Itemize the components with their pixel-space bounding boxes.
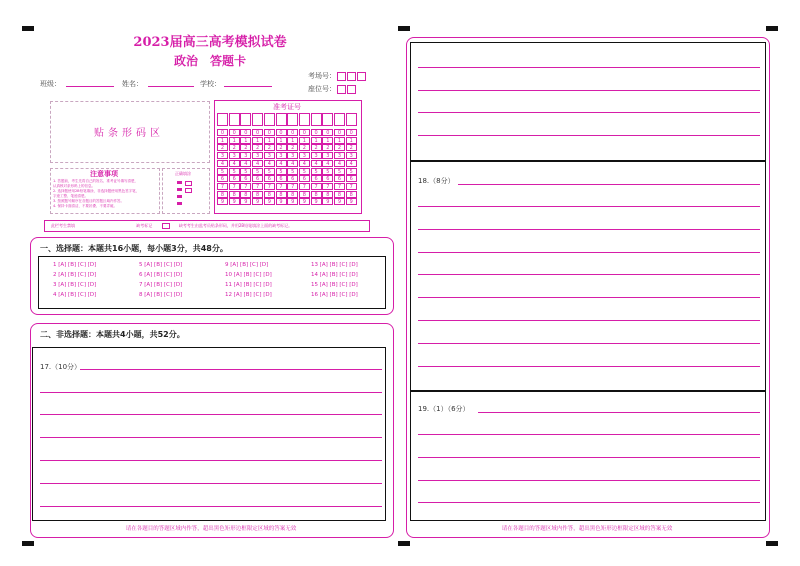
exam-number-digit[interactable]: 4 (334, 160, 345, 167)
exam-number-digit[interactable]: 5 (311, 168, 322, 175)
exam-number-digit[interactable]: 7 (229, 183, 240, 190)
section2-title: 二、非选择题：本题共4小题，共52分。 (40, 330, 185, 339)
exam-number-digit[interactable]: 3 (311, 152, 322, 159)
answer-line (418, 112, 760, 113)
exam-number-digit[interactable]: 0 (276, 129, 287, 136)
mc-question[interactable]: 6 [A] [B] [C] [D] (139, 272, 183, 278)
answer-line (40, 483, 382, 484)
sample-filled-mark (177, 202, 182, 205)
mc-question[interactable]: 7 [A] [B] [C] [D] (139, 282, 183, 288)
notice-line: 字迹工整、笔迹清楚。 (53, 194, 88, 198)
mc-question[interactable]: 1 [A] [B] [C] [D] (53, 262, 97, 268)
exam-number-digit[interactable]: 4 (264, 160, 275, 167)
exam-number-digit[interactable]: 6 (346, 175, 357, 182)
exam-number-digit[interactable]: 4 (240, 160, 251, 167)
exam-number-digit[interactable]: 6 (229, 175, 240, 182)
exam-number-digit[interactable]: 5 (264, 168, 275, 175)
school-field[interactable] (224, 86, 272, 87)
exam-number-digit[interactable]: 5 (217, 168, 228, 175)
exam-number-digit[interactable]: 2 (346, 144, 357, 151)
exam-number-digit[interactable]: 8 (311, 191, 322, 198)
exam-number-digit[interactable]: 3 (240, 152, 251, 159)
registration-mark (22, 541, 34, 546)
exam-number-digit[interactable]: 8 (229, 191, 240, 198)
exam-number-write-cell[interactable] (299, 113, 310, 126)
exam-number-digit[interactable]: 3 (217, 152, 228, 159)
answer-line (418, 90, 760, 91)
exam-number-digit[interactable]: 9 (287, 198, 298, 205)
exam-number-digit[interactable]: 0 (240, 129, 251, 136)
exam-number-digit[interactable]: 1 (276, 137, 287, 144)
exam-number-digit[interactable]: 2 (276, 144, 287, 151)
class-field[interactable] (66, 86, 114, 87)
exam-number-write-cell[interactable] (311, 113, 322, 126)
exam-number-digit[interactable]: 0 (229, 129, 240, 136)
sample-title: 正确填涂 (175, 171, 191, 176)
absent-mark-box[interactable] (162, 223, 170, 229)
sample-filled-mark (177, 188, 182, 191)
absent-label: 此栏考生禁填 (51, 223, 75, 228)
sample-box (162, 168, 210, 214)
exam-number-digit[interactable]: 1 (252, 137, 263, 144)
exam-number-digit[interactable]: 0 (287, 129, 298, 136)
exam-number-digit[interactable]: 9 (334, 198, 345, 205)
exam-number-digit[interactable]: 8 (240, 191, 251, 198)
exam-number-digit[interactable]: 2 (287, 144, 298, 151)
footer-right: 请在各题目的答题区域内作答，超出黑色矩形边框限定区域的答案无效 (501, 526, 673, 532)
exam-number-digit[interactable]: 5 (299, 168, 310, 175)
exam-number-write-cell[interactable] (229, 113, 240, 126)
exam-number-digit[interactable]: 9 (240, 198, 251, 205)
sample-filled-mark (177, 195, 182, 198)
exam-number-digit[interactable]: 8 (346, 191, 357, 198)
exam-number-digit[interactable]: 0 (311, 129, 322, 136)
exam-number-digit[interactable]: 9 (264, 198, 275, 205)
exam-number-digit[interactable]: 0 (217, 129, 228, 136)
exam-room-label (308, 71, 366, 81)
mc-question[interactable]: 9 [A] [B] [C] [D] (225, 262, 269, 268)
exam-number-digit[interactable]: 9 (276, 198, 287, 205)
answer-line (418, 297, 760, 298)
footer-left: 请在各题目的答题区域内作答，超出黑色矩形边框限定区域的答案无效 (125, 526, 297, 532)
absent-note: 缺考考生由监考员贴条形码，并用2B铅笔填涂上面的缺考标记。 (178, 223, 293, 228)
exam-number-digit[interactable]: 5 (229, 168, 240, 175)
answer-line (418, 135, 760, 136)
exam-number-digit[interactable]: 0 (322, 129, 333, 136)
answer-line (418, 252, 760, 253)
notice-line: 4. 保持卡面清洁，不要折叠、不要弄破。 (53, 204, 117, 208)
sample-mark (185, 188, 192, 193)
exam-number-digit[interactable]: 9 (229, 198, 240, 205)
exam-number-digit[interactable]: 5 (252, 168, 263, 175)
exam-number-write-cell[interactable] (322, 113, 333, 126)
answer-line (80, 369, 382, 370)
exam-number-digit[interactable]: 7 (240, 183, 251, 190)
exam-number-write-cell[interactable] (287, 113, 298, 126)
exam-number-digit[interactable]: 8 (322, 191, 333, 198)
answer-line (40, 460, 382, 461)
exam-number-digit[interactable]: 1 (229, 137, 240, 144)
answer-line (40, 506, 382, 507)
notice-line: 认真核对条形码上的信息。 (53, 184, 95, 188)
answer-line (418, 457, 760, 458)
exam-number-digit[interactable]: 2 (311, 144, 322, 151)
exam-number-digit[interactable]: 7 (334, 183, 345, 190)
registration-mark (398, 26, 410, 31)
exam-number-digit[interactable]: 7 (276, 183, 287, 190)
exam-number-digit[interactable]: 5 (346, 168, 357, 175)
exam-number-digit[interactable]: 6 (252, 175, 263, 182)
answer-line (418, 434, 760, 435)
exam-number-digit[interactable]: 1 (264, 137, 275, 144)
mc-question[interactable]: 5 [A] [B] [C] [D] (139, 262, 183, 268)
exam-number-title: 准考证号 (273, 103, 301, 111)
exam-number-write-cell[interactable] (217, 113, 228, 126)
notice-line: 1. 答题前，考生先将自己的姓名、准考证号填写清楚， (53, 179, 138, 183)
seat-box[interactable] (347, 85, 356, 94)
exam-number-digit[interactable]: 0 (334, 129, 345, 136)
exam-room-box[interactable] (337, 72, 346, 81)
exam-number-digit[interactable]: 3 (287, 152, 298, 159)
exam-number-digit[interactable]: 2 (252, 144, 263, 151)
exam-number-digit[interactable]: 7 (252, 183, 263, 190)
mc-question[interactable]: 2 [A] [B] [C] [D] (53, 272, 97, 278)
exam-number-digit[interactable]: 3 (264, 152, 275, 159)
exam-number-digit[interactable]: 2 (322, 144, 333, 151)
exam-number-digit[interactable]: 4 (322, 160, 333, 167)
exam-number-digit[interactable]: 3 (322, 152, 333, 159)
mc-question[interactable]: 13 [A] [B] [C] [D] (311, 262, 358, 268)
seat-box[interactable] (337, 85, 346, 94)
exam-number-digit[interactable]: 1 (217, 137, 228, 144)
exam-number-digit[interactable]: 1 (299, 137, 310, 144)
registration-mark (398, 541, 410, 546)
answer-line (40, 392, 382, 393)
q18-label: 18.（8分） (418, 177, 455, 185)
exam-number-digit[interactable]: 7 (346, 183, 357, 190)
exam-number-digit[interactable]: 4 (217, 160, 228, 167)
exam-number-digit[interactable]: 6 (311, 175, 322, 182)
exam-number-digit[interactable]: 2 (264, 144, 275, 151)
q19-label: 19.（1）（6分） (418, 405, 470, 413)
exam-number-digit[interactable]: 0 (252, 129, 263, 136)
exam-number-digit[interactable]: 4 (229, 160, 240, 167)
exam-number-digit[interactable]: 6 (240, 175, 251, 182)
notice-text (53, 179, 157, 209)
exam-number-digit[interactable]: 4 (276, 160, 287, 167)
notice-title: 注意事项 (90, 170, 118, 178)
seat-text: 座位号： (308, 85, 336, 93)
exam-number-digit[interactable]: 8 (264, 191, 275, 198)
school-label: 学校： (200, 80, 221, 88)
answer-line (478, 412, 760, 413)
exam-number-digit[interactable]: 0 (299, 129, 310, 136)
exam-number-write-cell[interactable] (240, 113, 251, 126)
answer-line (418, 366, 760, 367)
answer-line (418, 274, 760, 275)
exam-number-digit[interactable]: 6 (299, 175, 310, 182)
exam-number-digit[interactable]: 0 (264, 129, 275, 136)
exam-number-digit[interactable]: 1 (311, 137, 322, 144)
exam-number-digit[interactable]: 7 (287, 183, 298, 190)
answer-line (418, 67, 760, 68)
registration-mark (766, 541, 778, 546)
exam-number-digit[interactable]: 3 (299, 152, 310, 159)
exam-number-write-cell[interactable] (334, 113, 345, 126)
exam-number-digit[interactable]: 9 (346, 198, 357, 205)
class-label: 班级： (40, 80, 61, 88)
exam-number-digit[interactable]: 4 (252, 160, 263, 167)
exam-number-digit[interactable]: 2 (334, 144, 345, 151)
mc-question[interactable]: 15 [A] [B] [C] [D] (311, 282, 358, 288)
sample-filled-mark (177, 181, 182, 184)
exam-number-digit[interactable]: 2 (299, 144, 310, 151)
exam-number-digit[interactable]: 1 (322, 137, 333, 144)
exam-number-digit[interactable]: 3 (334, 152, 345, 159)
exam-number-digit[interactable]: 9 (311, 198, 322, 205)
exam-number-digit[interactable]: 7 (217, 183, 228, 190)
q16-continuation-box (410, 42, 766, 162)
exam-title: 2023届高三高考模拟试卷 (133, 35, 287, 50)
answer-line (40, 414, 382, 415)
exam-number-digit[interactable]: 7 (322, 183, 333, 190)
exam-number-digit[interactable]: 9 (252, 198, 263, 205)
exam-number-digit[interactable]: 5 (240, 168, 251, 175)
answer-line (418, 320, 760, 321)
exam-number-write-cell[interactable] (264, 113, 275, 126)
absent-row (44, 220, 370, 232)
exam-number-digit[interactable]: 3 (276, 152, 287, 159)
exam-number-digit[interactable]: 6 (287, 175, 298, 182)
exam-number-digit[interactable]: 2 (229, 144, 240, 151)
exam-number-digit[interactable]: 1 (346, 137, 357, 144)
exam-number-digit[interactable]: 3 (229, 152, 240, 159)
mc-question[interactable]: 8 [A] [B] [C] [D] (139, 292, 183, 298)
exam-number-digit[interactable]: 6 (217, 175, 228, 182)
notice-line: 3. 按照题号顺序在各题目的答题区域内作答。 (53, 199, 124, 203)
mc-question[interactable]: 4 [A] [B] [C] [D] (53, 292, 97, 298)
name-label: 姓名： (122, 80, 143, 88)
exam-number-digit[interactable]: 5 (322, 168, 333, 175)
exam-number-digit[interactable]: 2 (240, 144, 251, 151)
notice-line: 2. 选择题使用2B铅笔填涂，非选择题使用黑色签字笔， (53, 189, 140, 193)
answer-line (418, 480, 760, 481)
exam-number-write-cell[interactable] (276, 113, 287, 126)
exam-number-digit[interactable]: 1 (240, 137, 251, 144)
q17-answer-box (32, 347, 386, 521)
exam-number-digit[interactable]: 8 (217, 191, 228, 198)
exam-number-digit[interactable]: 6 (264, 175, 275, 182)
exam-number-digit[interactable]: 8 (276, 191, 287, 198)
exam-number-digit[interactable]: 6 (334, 175, 345, 182)
exam-number-digit[interactable]: 8 (287, 191, 298, 198)
exam-number-digit[interactable]: 7 (299, 183, 310, 190)
q17-label: 17.（10分） (40, 363, 82, 371)
exam-number-digit[interactable]: 9 (322, 198, 333, 205)
exam-number-digit[interactable]: 4 (287, 160, 298, 167)
exam-room-text: 考场号： (308, 72, 336, 80)
registration-mark (766, 26, 778, 31)
exam-room-box[interactable] (357, 72, 366, 81)
exam-number-digit[interactable]: 2 (217, 144, 228, 151)
answer-line (40, 437, 382, 438)
sample-mark (185, 181, 192, 186)
answer-line (418, 343, 760, 344)
mc-question[interactable]: 14 [A] [B] [C] [D] (311, 272, 358, 278)
registration-mark (22, 26, 34, 31)
exam-number-digit[interactable]: 8 (299, 191, 310, 198)
exam-number-digit[interactable]: 6 (276, 175, 287, 182)
section1-title: 一、选择题：本题共16小题，每小题3分，共48分。 (40, 244, 228, 253)
exam-room-box[interactable] (347, 72, 356, 81)
mc-question[interactable]: 3 [A] [B] [C] [D] (53, 282, 97, 288)
exam-number-write-cell[interactable] (252, 113, 263, 126)
answer-line (458, 184, 760, 185)
mc-question[interactable]: 11 [A] [B] [C] [D] (225, 282, 272, 288)
exam-number-digit[interactable]: 3 (346, 152, 357, 159)
exam-number-digit[interactable]: 1 (334, 137, 345, 144)
exam-number-digit[interactable]: 9 (299, 198, 310, 205)
exam-number-digit[interactable]: 6 (322, 175, 333, 182)
answer-line (418, 502, 760, 503)
exam-number-digit[interactable]: 1 (287, 137, 298, 144)
q18-answer-box (410, 160, 766, 392)
exam-number-digit[interactable]: 9 (217, 198, 228, 205)
exam-number-digit[interactable]: 4 (346, 160, 357, 167)
exam-number-digit[interactable]: 4 (299, 160, 310, 167)
exam-number-digit[interactable]: 0 (346, 129, 357, 136)
subject-title: 政治 答题卡 (173, 54, 246, 68)
mc-question[interactable]: 10 [A] [B] [C] [D] (225, 272, 272, 278)
exam-number-digit[interactable]: 7 (311, 183, 322, 190)
exam-number-digit[interactable]: 4 (311, 160, 322, 167)
exam-number-digit[interactable]: 5 (334, 168, 345, 175)
exam-number-digit[interactable]: 8 (252, 191, 263, 198)
exam-number-digit[interactable]: 7 (264, 183, 275, 190)
name-field[interactable] (148, 86, 194, 87)
exam-number-digit[interactable]: 3 (252, 152, 263, 159)
mc-question[interactable]: 12 [A] [B] [C] [D] (225, 292, 272, 298)
exam-number-write-cell[interactable] (346, 113, 357, 126)
absent-mark-label: 缺考标记 (136, 223, 153, 228)
exam-number-digit[interactable]: 8 (334, 191, 345, 198)
exam-number-digit[interactable]: 5 (287, 168, 298, 175)
answer-line (418, 229, 760, 230)
mc-question[interactable]: 16 [A] [B] [C] [D] (311, 292, 358, 298)
barcode-label: 贴条形码区 (94, 128, 164, 139)
answer-line (418, 206, 760, 207)
seat-label (308, 84, 356, 94)
exam-number-digit[interactable]: 5 (276, 168, 287, 175)
